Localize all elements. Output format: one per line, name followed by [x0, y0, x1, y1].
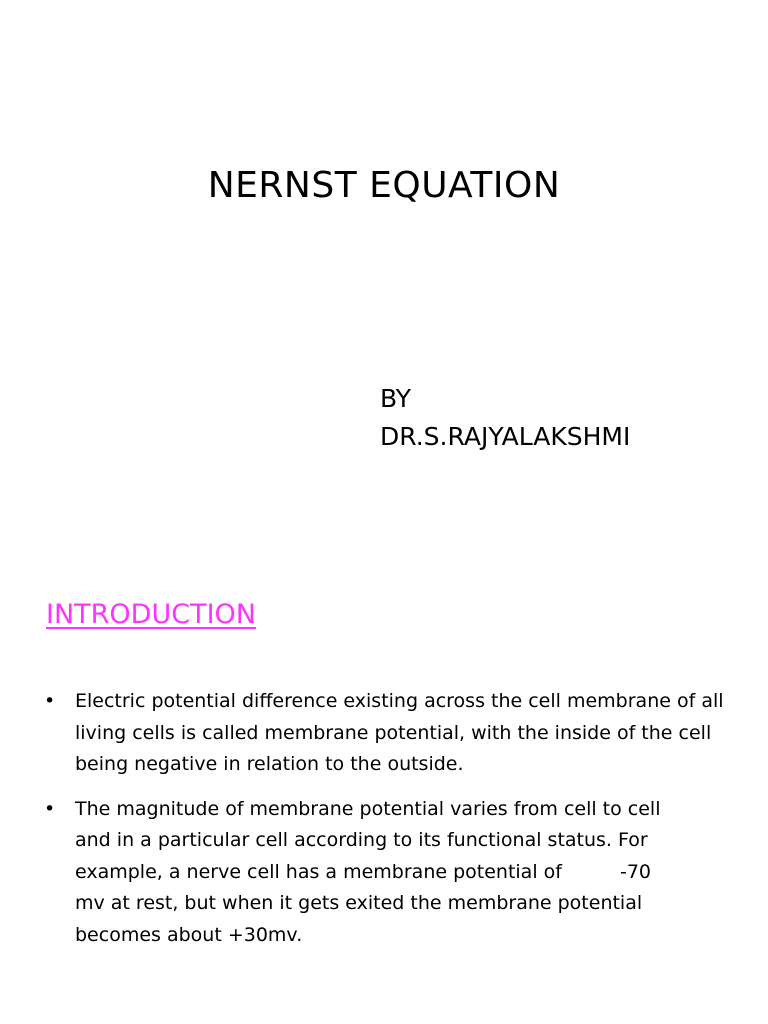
author-name: DR.S.RAJYALAKSHMI [380, 422, 631, 451]
bullet-item-membrane-potential-definition [44, 686, 734, 781]
author-block [380, 380, 630, 456]
bullet-line [75, 857, 734, 889]
bullet-text: Electric potential difference existing across the cell membrane of all living cells is called membrane potential, with the inside of the cell being negative in relation to the outside. [75, 690, 724, 775]
section-heading-introduction: INTRODUCTION [46, 599, 256, 630]
bullet-marker: • [44, 797, 56, 820]
bullet-line: and in a particular cell according to its functional status. For [75, 829, 648, 851]
bullet-line-text: example, a nerve cell has a membrane potential of [75, 860, 562, 883]
slide-title: NERNST EQUATION [207, 165, 561, 206]
author-by-label: BY [380, 384, 412, 413]
bullet-line: mv at rest, but when it gets exited the membrane potential [75, 892, 643, 914]
bullet-marker: • [44, 690, 56, 712]
bullet-list [44, 686, 734, 951]
bullet-item-membrane-potential-magnitude [44, 794, 734, 952]
resting-potential-value: -70 [619, 860, 652, 883]
bullet-line: The magnitude of membrane potential varies from cell to cell [75, 797, 661, 820]
bullet-line: becomes about +30mv. [75, 923, 303, 946]
bullet-text [75, 794, 734, 952]
